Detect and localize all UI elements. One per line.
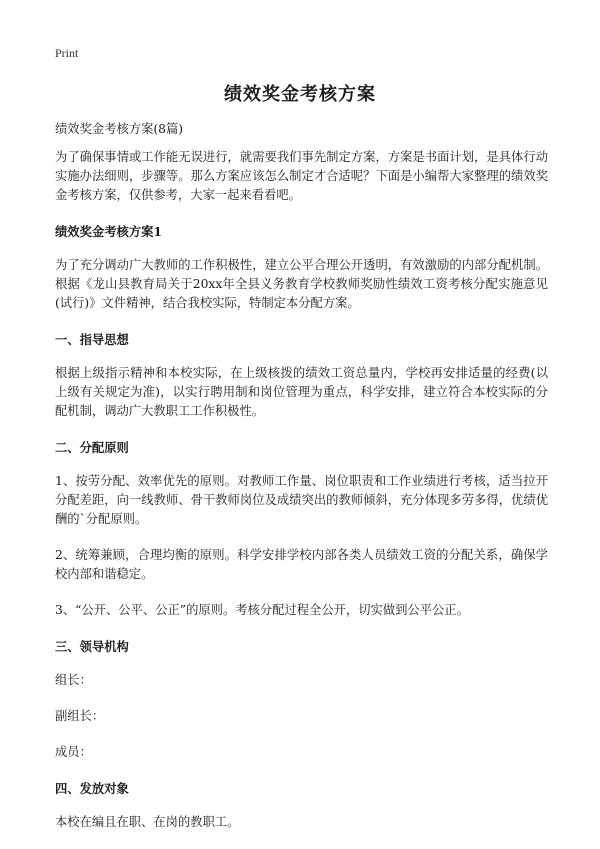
- guiding-ideology-paragraph: 根据上级指示精神和本校实际，在上级核拨的绩效工资总量内，学校再安排适量的经费(以上级有关规定为准)，以实行聘用制和岗位管理为重点，科学安排，建立符合本校实际的分配机制，调动广大教职工工作积极性。: [55, 366, 548, 418]
- leader-line: 组长：: [55, 673, 92, 687]
- distribution-targets-paragraph: 本校在编且在职、在岗的教职工。: [55, 815, 240, 829]
- page-title: 绩效奖金考核方案: [224, 84, 376, 105]
- heading-distribution-principles: 二、分配原则: [55, 440, 129, 455]
- section-heading-plan-1: 绩效奖金考核方案1: [55, 224, 162, 239]
- heading-distribution-targets: 四、发放对象: [55, 781, 129, 796]
- heading-guiding-ideology: 一、指导思想: [55, 332, 129, 347]
- principle-1-paragraph: 1、按劳分配、效率优先的原则。对教师工作量、岗位职责和工作业绩进行考核，适当拉开分配差距，向一线教师、骨干教师岗位及成绩突出的教师倾斜，充分体现多劳多得，优绩优酬的`分配原则。: [55, 474, 548, 526]
- members-line: 成员：: [55, 745, 92, 759]
- principle-2-paragraph: 2、统筹兼顾，合理均衡的原则。科学安排学校内部各类人员绩效工资的分配关系，确保学校内部和谐稳定。: [55, 548, 548, 581]
- print-link[interactable]: Print: [55, 46, 79, 60]
- plan-1-intro-paragraph: 为了充分调动广大教师的工作积极性，建立公平合理公开透明，有效激励的内部分配机制。根据《龙山县教育局关于20xx年全县义务教育学校教师奖励性绩效工资考核分配实施意见(试行)》文件精神，结合我校实际，特制定本分配方案。: [55, 258, 548, 310]
- principle-3-paragraph: 3、“公开、公平、公正”的原则。考核分配过程全公开，切实做到公平公正。: [55, 603, 469, 617]
- heading-leadership-organization: 三、领导机构: [55, 639, 129, 654]
- document-subtitle: 绩效奖金考核方案(8篇): [55, 122, 184, 136]
- vice-leader-line: 副组长：: [55, 709, 105, 723]
- document-body: [55, 120, 548, 849]
- intro-paragraph: 为了确保事情或工作能无误进行，就需要我们事先制定方案，方案是书面计划，是具体行动实施办法细则，步骤等。那么方案应该怎么制定才合适呢？下面是小编帮大家整理的绩效奖金考核方案，仅供参考，大家一起来看看吧。: [55, 150, 548, 202]
